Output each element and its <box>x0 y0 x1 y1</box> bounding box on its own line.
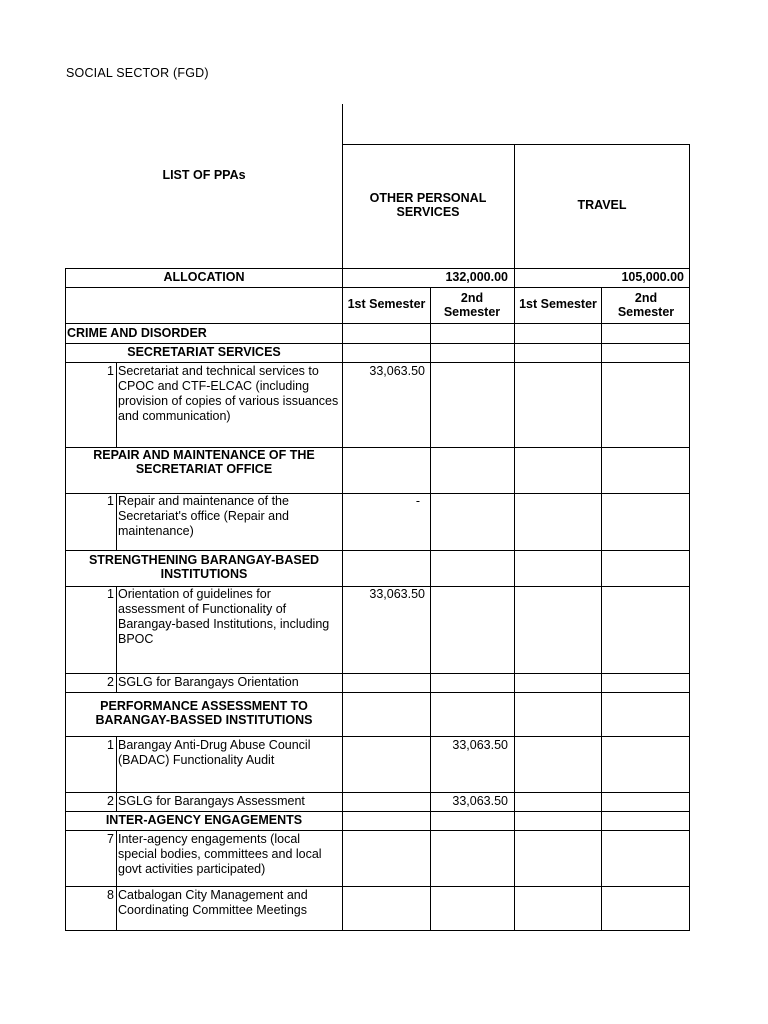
grid-line <box>116 736 117 811</box>
grid-line <box>65 692 690 693</box>
ppa-description: Repair and maintenance of the Secretariat's office (Repair and maintenance) <box>118 494 289 538</box>
grid-line <box>514 144 515 931</box>
grid-line <box>116 830 117 930</box>
grid-line <box>342 144 690 145</box>
grid-line <box>689 144 690 931</box>
ppa-description: SGLG for Barangays Assessment <box>118 794 305 808</box>
row-number: 1 <box>107 587 114 601</box>
grid-line <box>65 830 690 831</box>
ops-1st-semester-value: 33,063.50 <box>369 587 425 601</box>
grid-line <box>601 287 602 931</box>
group-repair-maintenance: REPAIR AND MAINTENANCE OF THE SECRETARIAT OFFICE <box>93 448 315 476</box>
ppa-description: Barangay Anti-Drug Abuse Council (BADAC) Functionality Audit <box>118 738 311 767</box>
travel-header: TRAVEL <box>577 198 627 212</box>
list-of-ppas-header: LIST OF PPAs <box>162 168 246 182</box>
ops-2nd-semester-header: 2nd Semester <box>443 291 501 319</box>
grid-line <box>65 792 690 793</box>
grid-line <box>342 104 343 931</box>
group-secretariat-services: SECRETARIAT SERVICES <box>127 345 281 359</box>
ops-1st-semester-value: 33,063.50 <box>369 364 425 378</box>
grid-line <box>116 493 117 550</box>
ppa-description: SGLG for Barangays Orientation <box>118 675 299 689</box>
grid-line <box>65 930 690 931</box>
grid-line <box>430 287 431 931</box>
allocation-travel-value: 105,000.00 <box>621 270 684 284</box>
grid-line <box>116 586 117 692</box>
grid-line <box>65 343 690 344</box>
grid-line <box>65 287 690 288</box>
group-performance-assessment: PERFORMANCE ASSESSMENT TO BARANGAY-BASSED INSTITUTIONS <box>95 699 313 727</box>
grid-line <box>65 323 690 324</box>
row-number: 1 <box>107 364 114 378</box>
grid-line <box>65 811 690 812</box>
grid-line <box>65 673 690 674</box>
grid-line <box>65 886 690 887</box>
allocation-label: ALLOCATION <box>163 270 245 284</box>
ops-1st-semester-value: - <box>415 494 420 508</box>
travel-1st-semester-header: 1st Semester <box>519 297 597 311</box>
ppa-description: Secretariat and technical services to CPOC and CTF-ELCAC (including provision of copies of various issuances and communication) <box>118 364 339 423</box>
grid-line <box>65 550 690 551</box>
ops-1st-semester-header: 1st Semester <box>347 297 426 311</box>
grid-line <box>65 736 690 737</box>
ops-2nd-semester-value: 33,063.50 <box>452 738 508 752</box>
grid-line <box>116 362 117 447</box>
grid-line <box>65 362 690 363</box>
row-number: 2 <box>107 675 114 689</box>
group-inter-agency-engagements: INTER-AGENCY ENGAGEMENTS <box>105 813 303 827</box>
document-title: SOCIAL SECTOR (FGD) <box>66 66 209 80</box>
ppa-description: Catbalogan City Management and Coordinating Committee Meetings <box>118 888 308 917</box>
ppa-description: Orientation of guidelines for assessment of Functionality of Barangay-based Institutions, including BPOC <box>118 587 330 646</box>
allocation-ops-value: 132,000.00 <box>445 270 508 284</box>
row-number: 1 <box>107 494 114 508</box>
section-crime-and-disorder: CRIME AND DISORDER <box>67 326 207 340</box>
row-number: 1 <box>107 738 114 752</box>
ops-2nd-semester-value: 33,063.50 <box>452 794 508 808</box>
ppa-description: Inter-agency engagements (local special bodies, committees and local govt activities participated) <box>118 832 322 876</box>
row-number: 2 <box>107 794 114 808</box>
travel-2nd-semester-header: 2nd Semester <box>617 291 675 319</box>
group-strengthening-institutions: STRENGTHENING BARANGAY-BASED INSTITUTIONS <box>88 553 320 581</box>
row-number: 7 <box>107 832 114 846</box>
grid-line <box>65 268 690 269</box>
row-number: 8 <box>107 888 114 902</box>
other-personal-services-header: OTHER PERSONAL SERVICES <box>369 191 487 219</box>
